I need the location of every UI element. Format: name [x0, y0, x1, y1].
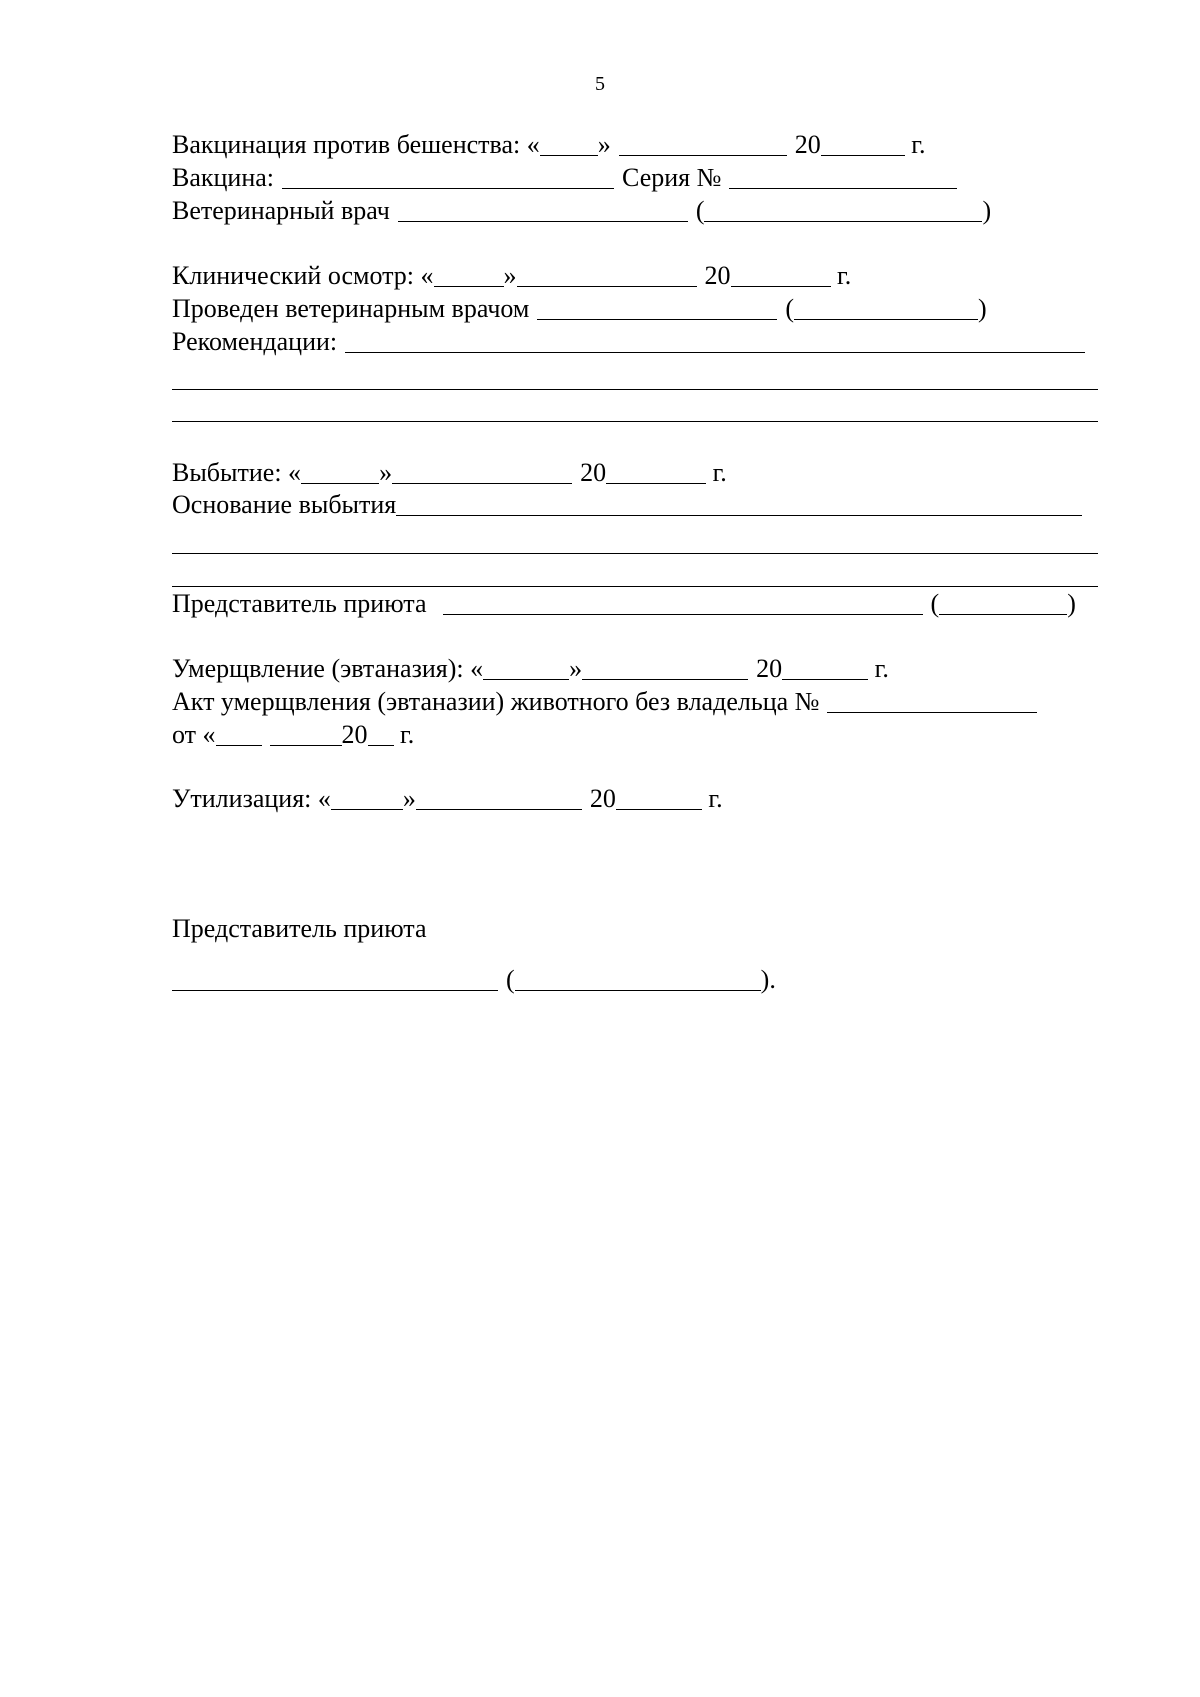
- series-number-field[interactable]: [729, 158, 957, 189]
- representative-name-field[interactable]: [939, 584, 1067, 615]
- clinical-exam-date-line: [172, 259, 851, 292]
- reason-continuation-line[interactable]: [172, 553, 1098, 554]
- year-suffix: г.: [393, 720, 415, 749]
- vaccine-name-field[interactable]: [282, 158, 614, 189]
- euthanasia-year-field[interactable]: [782, 649, 868, 680]
- disposal-date-line: [172, 782, 723, 815]
- recommendations-line: [172, 325, 1085, 358]
- act-label: Акт умерщвления (эвтаназии) животного без владельца №: [172, 687, 820, 716]
- signature-title-line: [172, 912, 427, 945]
- vet-label: Проведен ветеринарным врачом: [172, 294, 530, 323]
- paren-open: (: [695, 196, 705, 225]
- euthanasia-month-field[interactable]: [582, 649, 748, 680]
- representative-name-field[interactable]: [515, 960, 761, 991]
- departure-label: Выбытие: «: [172, 458, 302, 487]
- vet-name-field[interactable]: [704, 191, 982, 222]
- paren-open: (: [506, 965, 515, 994]
- series-label: Серия №: [622, 163, 722, 192]
- disposal-month-field[interactable]: [416, 779, 582, 810]
- departure-day-field[interactable]: [301, 453, 379, 484]
- disposal-year-field[interactable]: [616, 779, 702, 810]
- clinical-exam-label: Клинический осмотр: «: [172, 261, 434, 290]
- paren-close: ): [982, 196, 992, 225]
- paren-close: ): [1067, 589, 1076, 618]
- clinical-exam-year-field[interactable]: [731, 256, 831, 287]
- quote-close: »: [503, 261, 517, 290]
- representative-label: Представитель приюта: [172, 589, 427, 618]
- vaccination-year-field[interactable]: [821, 125, 905, 156]
- vet-signature-field[interactable]: [537, 289, 777, 320]
- vaccination-month-field[interactable]: [619, 125, 787, 156]
- year-suffix: г.: [868, 654, 889, 683]
- quote-close: »: [379, 458, 393, 487]
- vaccination-vet-line: [172, 194, 991, 227]
- euthanasia-day-field[interactable]: [483, 649, 569, 680]
- year-suffix: г.: [830, 261, 852, 290]
- representative-label: Представитель приюта: [172, 914, 427, 943]
- representative-signature-field[interactable]: [443, 584, 923, 615]
- act-number-field[interactable]: [827, 682, 1037, 713]
- year-suffix: г.: [701, 784, 723, 813]
- vet-name-field[interactable]: [794, 289, 978, 320]
- quote-close: »: [402, 784, 416, 813]
- year-prefix: 20: [589, 784, 616, 813]
- departure-month-field[interactable]: [392, 453, 572, 484]
- clinical-exam-vet-line: [172, 292, 987, 325]
- departure-representative-line: [172, 587, 1076, 620]
- euthanasia-label: Умерщвление (эвтаназия): «: [172, 654, 484, 683]
- vaccination-date-line: [172, 128, 925, 161]
- euthanasia-act-date-line: [172, 718, 414, 751]
- from-label: от «: [172, 720, 216, 749]
- recommendations-continuation-line[interactable]: [172, 389, 1098, 390]
- clinical-exam-day-field[interactable]: [434, 256, 504, 287]
- act-year-field[interactable]: [368, 715, 394, 746]
- euthanasia-act-line: [172, 685, 1037, 718]
- representative-signature-field[interactable]: [172, 960, 498, 991]
- year-prefix: 20: [341, 720, 368, 749]
- departure-reason-line: [172, 488, 1082, 521]
- year-suffix: г.: [706, 458, 727, 487]
- year-prefix: 20: [704, 261, 731, 290]
- year-prefix: 20: [580, 458, 607, 487]
- recommendations-field[interactable]: [345, 322, 1085, 353]
- clinical-exam-month-field[interactable]: [517, 256, 697, 287]
- vaccination-label: Вакцинация против бешенства: «: [172, 130, 540, 159]
- quote-close: »: [597, 130, 611, 159]
- recommendations-label: Рекомендации:: [172, 327, 338, 356]
- paren-close: ): [978, 294, 987, 323]
- recommendations-continuation-line[interactable]: [172, 421, 1098, 422]
- vet-signature-field[interactable]: [398, 191, 688, 222]
- year-prefix: 20: [756, 654, 783, 683]
- vaccination-day-field[interactable]: [540, 125, 598, 156]
- disposal-day-field[interactable]: [331, 779, 403, 810]
- vaccine-line: [172, 161, 957, 194]
- signature-line: [172, 963, 776, 996]
- disposal-label: Утилизация: «: [172, 784, 331, 813]
- departure-year-field[interactable]: [606, 453, 706, 484]
- paren-open: (: [785, 294, 795, 323]
- vet-label: Ветеринарный врач: [172, 196, 390, 225]
- departure-reason-field[interactable]: [396, 485, 1082, 516]
- quote-close: »: [569, 654, 583, 683]
- page-number: 5: [595, 73, 605, 95]
- year-suffix: г.: [904, 130, 926, 159]
- year-prefix: 20: [794, 130, 821, 159]
- act-month-field[interactable]: [270, 715, 342, 746]
- act-day-field[interactable]: [216, 715, 262, 746]
- vaccine-label: Вакцина:: [172, 163, 275, 192]
- paren-close: ).: [760, 965, 776, 994]
- paren-open: (: [930, 589, 940, 618]
- reason-label: Основание выбытия: [172, 490, 397, 519]
- euthanasia-date-line: [172, 652, 889, 685]
